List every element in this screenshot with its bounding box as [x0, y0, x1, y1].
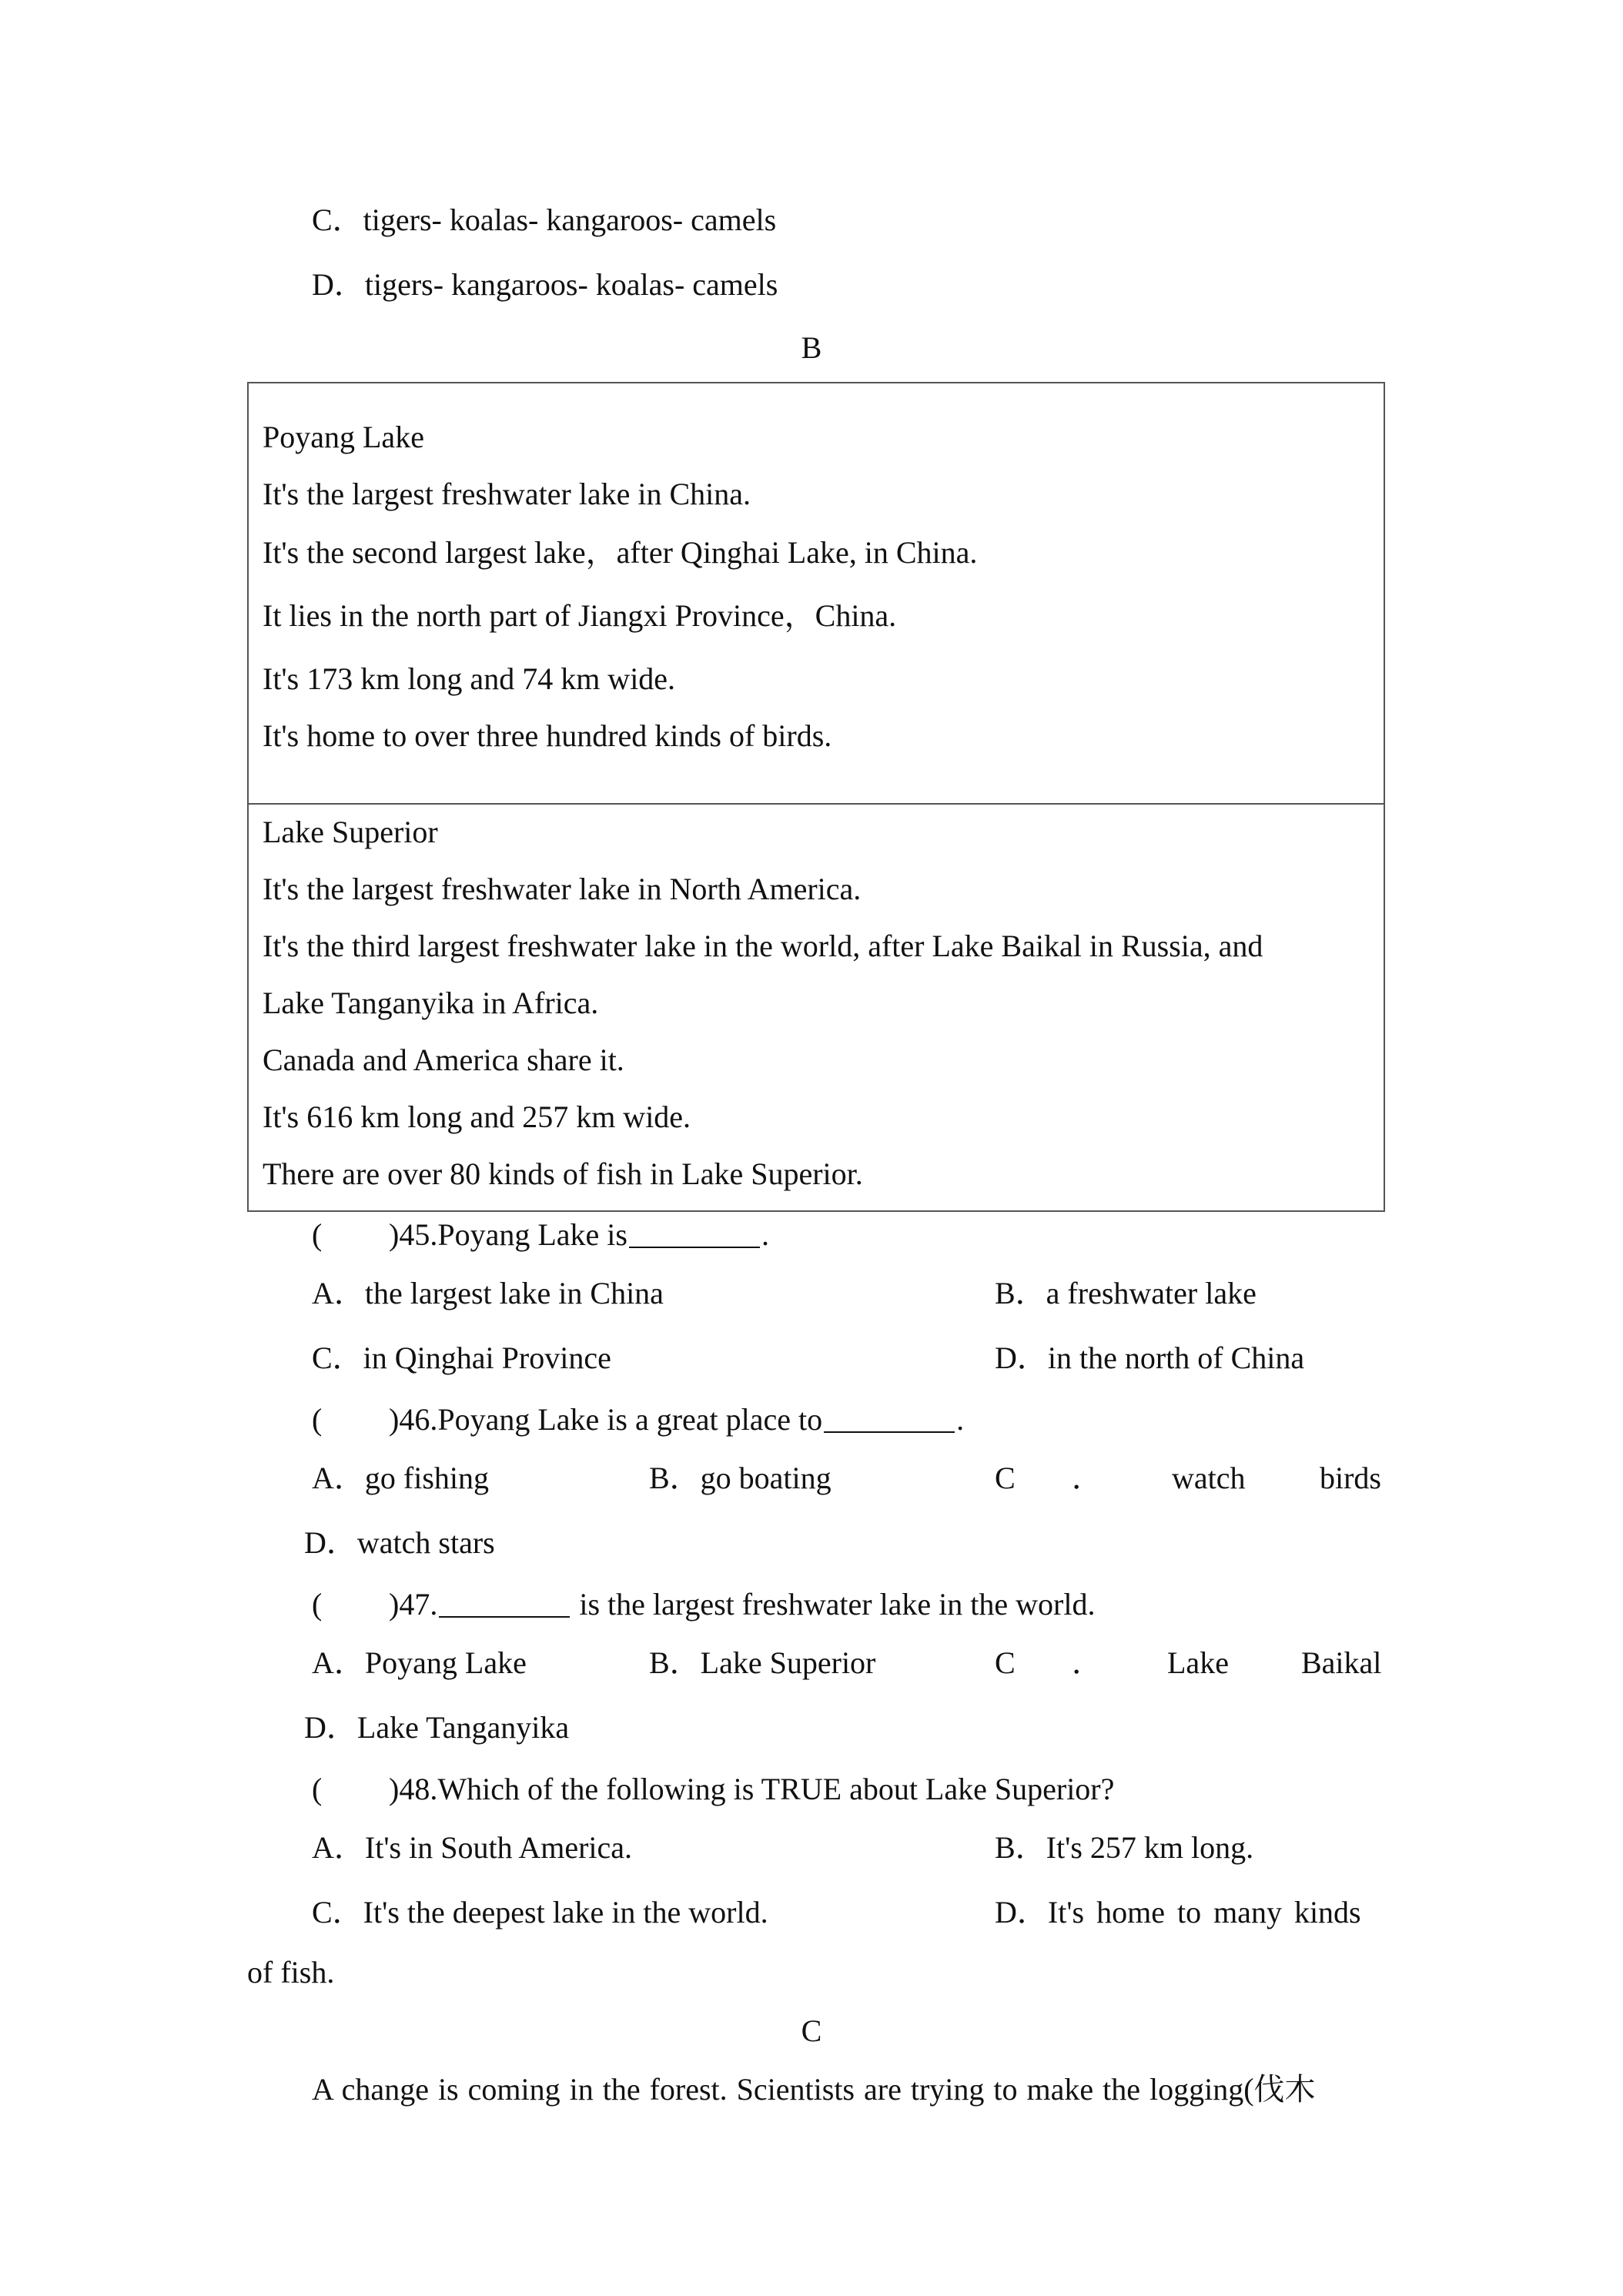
section-c-heading: C	[801, 2013, 822, 2048]
superior-line: It's the third largest freshwater lake in the world, after Lake Baikal in Russia, and	[263, 929, 1263, 963]
q47-option-c-word: Lake	[1167, 1645, 1229, 1680]
q47-option-a: A．Poyang Lake	[312, 1645, 527, 1680]
poyang-line: It's home to over three hundred kinds of birds.	[263, 718, 832, 753]
superior-line: There are over 80 kinds of fish in Lake Superior.	[263, 1156, 863, 1191]
poyang-line: It's the second largest lake，after Qinghai Lake, in China.	[263, 535, 978, 570]
q46-option-c-word: birds	[1320, 1461, 1381, 1495]
superior-title: Lake Superior	[263, 815, 438, 849]
q48-option-b: B．It's 257 km long.	[995, 1830, 1254, 1865]
q45-option-c: C．in Qinghai Province	[312, 1340, 611, 1375]
superior-line: It's 616 km long and 257 km wide.	[263, 1099, 691, 1134]
q46-option-c-dot: ．	[1072, 1461, 1103, 1495]
q45-option-a: A．the largest lake in China	[312, 1276, 664, 1310]
answer-blank	[629, 1222, 760, 1248]
answer-paren: (	[312, 1217, 323, 1252]
question-48: ( )48.Which of the following is TRUE about Lake Superior?	[312, 1772, 1115, 1806]
q47-option-c-word: Baikal	[1301, 1645, 1382, 1680]
answer-paren: (	[312, 1772, 323, 1806]
superior-line: Canada and America share it.	[263, 1043, 624, 1077]
poyang-lake-box	[247, 382, 1385, 805]
question-47: ( )47. is the largest freshwater lake in the world.	[312, 1587, 1096, 1622]
section-c-paragraph: A change is coming in the forest. Scientists are trying to make the logging(伐木	[312, 2072, 1316, 2107]
option-d-prev: D．tigers- kangaroos- koalas- camels	[312, 267, 778, 302]
poyang-line: It lies in the north part of Jiangxi Province，China.	[263, 598, 897, 633]
q48-option-c: C．It's the deepest lake in the world.	[312, 1895, 768, 1930]
q46-option-b: B．go boating	[649, 1461, 832, 1495]
superior-line: Lake Tanganyika in Africa.	[263, 986, 599, 1020]
poyang-title: Poyang Lake	[263, 420, 424, 454]
section-b-heading: B	[801, 330, 822, 365]
poyang-line: It's the largest freshwater lake in China.	[263, 477, 751, 511]
q47-option-d: D．Lake Tanganyika	[304, 1710, 570, 1745]
q47-option-c-letter: C	[995, 1645, 1016, 1680]
q46-option-d: D．watch stars	[304, 1525, 495, 1560]
q46-option-a: A．go fishing	[312, 1461, 489, 1495]
poyang-line: It's 173 km long and 74 km wide.	[263, 661, 676, 696]
option-c-prev: C．tigers- koalas- kangaroos- camels	[312, 202, 777, 237]
answer-blank	[439, 1591, 570, 1618]
q48-option-d: D．It's home to many kinds	[995, 1895, 1361, 1930]
answer-blank	[824, 1407, 955, 1433]
question-46: ( )46.Poyang Lake is a great place to .	[312, 1402, 965, 1437]
q47-option-b: B．Lake Superior	[649, 1645, 876, 1680]
lake-superior-box	[247, 803, 1385, 1212]
q47-option-c-dot: ．	[1072, 1645, 1103, 1680]
answer-paren: (	[312, 1587, 323, 1622]
q46-option-c-word: watch	[1172, 1461, 1246, 1495]
q45-option-d: D．in the north of China	[995, 1340, 1305, 1375]
answer-paren: (	[312, 1402, 323, 1437]
q48-option-a: A．It's in South America.	[312, 1830, 633, 1865]
superior-line: It's the largest freshwater lake in North America.	[263, 872, 862, 906]
q45-option-b: B．a freshwater lake	[995, 1276, 1257, 1310]
q48-option-d-continued: of fish.	[247, 1955, 335, 1990]
q46-option-c-letter: C	[995, 1461, 1016, 1495]
question-45: ( )45.Poyang Lake is .	[312, 1217, 769, 1252]
